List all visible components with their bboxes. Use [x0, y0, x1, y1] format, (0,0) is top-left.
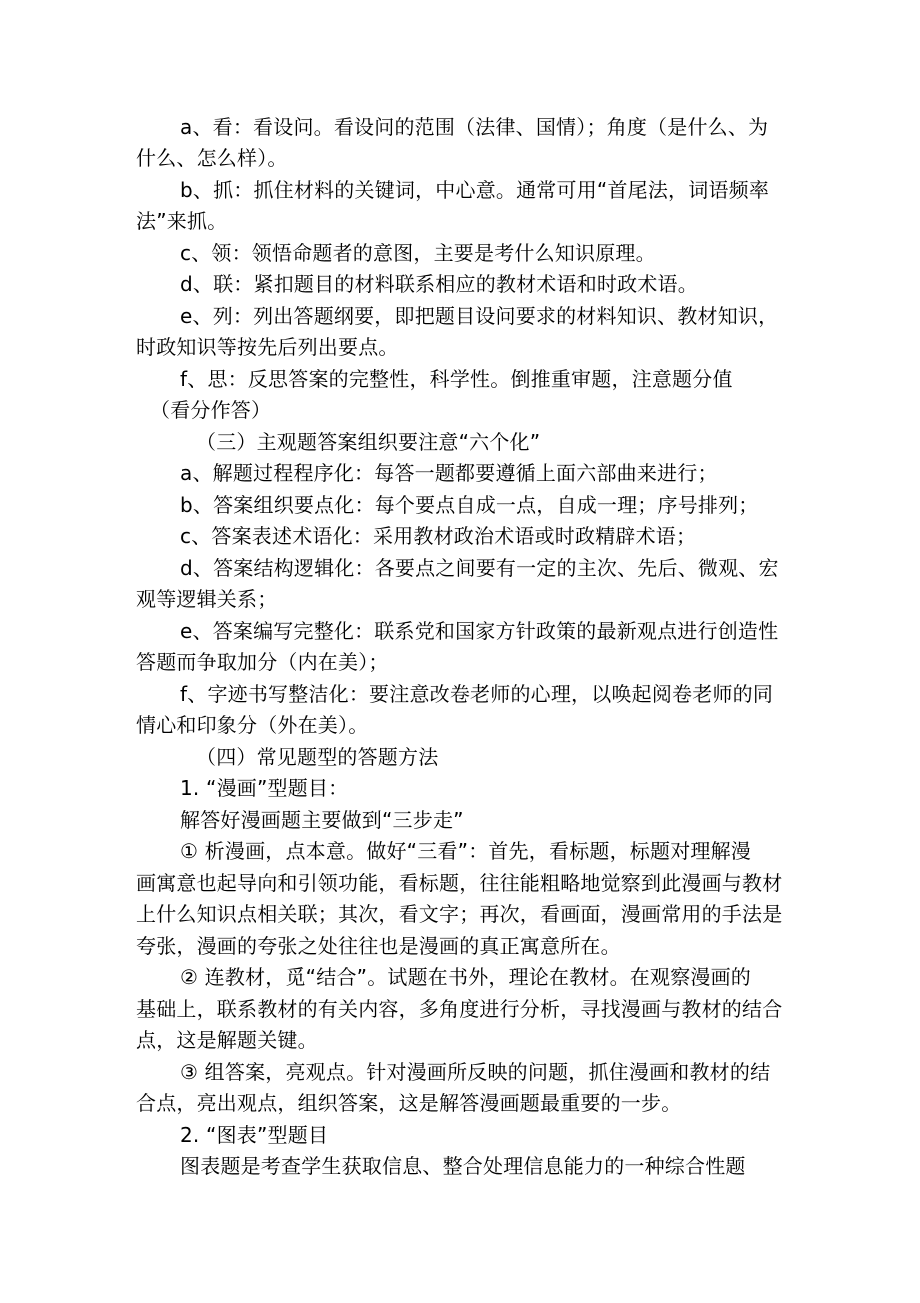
- text-line: 什么、怎么样）。: [136, 146, 288, 170]
- subsection-heading: 1. “漫画”型题目：: [180, 776, 349, 800]
- text-line: 基础上，联系教材的有关内容，多角度进行分析，寻找漫画与教材的结合: [136, 997, 783, 1021]
- text-line: 时政知识等按先后列出要点。: [136, 335, 399, 359]
- text-line: a、解题过程程序化：每答一题都要遵循上面六部曲来进行；: [180, 461, 718, 485]
- text-line: b、答案组织要点化：每个要点自成一点，自成一理；序号排列；: [180, 493, 759, 517]
- text-line: b、抓：抓住材料的关键词，中心意。通常可用“首尾法，词语频率: [180, 178, 770, 202]
- text-line: f、思：反思答案的完整性，科学性。倒推重审题，注意题分值: [180, 367, 733, 391]
- text-line: ② 连教材，觅“结合”。试题在书外，理论在教材。在观察漫画的: [180, 965, 752, 989]
- text-line: e、列：列出答题纲要，即把题目设问要求的材料知识、教材知识，: [180, 304, 779, 328]
- text-line: 上什么知识点相关联；其次，看文字；再次，看画面，漫画常用的手法是: [136, 902, 783, 926]
- section-heading: （三）主观题答案组织要注意“六个化”: [196, 430, 541, 454]
- text-line: 解答好漫画题主要做到“三步走”: [180, 808, 464, 832]
- text-line: e、答案编写完整化：联系党和国家方针政策的最新观点进行创造性: [180, 619, 779, 643]
- text-line: 答题而争取加分（内在美）；: [136, 650, 389, 674]
- text-line: f、字迹书写整洁化：要注意改卷老师的心理，以唤起阅卷老师的同: [180, 682, 774, 706]
- text-line: ① 析漫画，点本意。做好“三看”：首先，看标题，标题对理解漫: [180, 839, 752, 863]
- text-line: ③ 组答案，亮观点。针对漫画所反映的问题，抓住漫画和教材的结: [180, 1060, 771, 1084]
- section-heading: （四）常见题型的答题方法: [196, 745, 439, 769]
- text-line: 夸张，漫画的夸张之处往往也是漫画的真正寓意所在。: [136, 934, 621, 958]
- text-line: 观等逻辑关系；: [136, 587, 278, 611]
- text-line: c、答案表述术语化：采用教材政治术语或时政精辟术语；: [180, 524, 697, 548]
- text-line: 法”来抓。: [136, 209, 228, 233]
- text-line: 图表题是考查学生获取信息、整合处理信息能力的一种综合性题: [180, 1154, 746, 1178]
- text-line: d、联：紧扣题目的材料联系相应的教材术语和时政术语。: [180, 272, 698, 296]
- text-line: a、看：看设问。看设问的范围（法律、国情）；角度（是什么、为: [180, 115, 769, 139]
- text-line: c、领：领悟命题者的意图，主要是考什么知识原理。: [180, 241, 656, 265]
- text-line: d、答案结构逻辑化：各要点之间要有一定的主次、先后、微观、宏: [180, 556, 779, 580]
- text-line: 点，这是解题关键。: [136, 1028, 318, 1052]
- text-line: （看分作答）: [150, 398, 272, 422]
- text-line: 合点，亮出观点，组织答案，这是解答漫画题最重要的一步。: [136, 1091, 682, 1115]
- subsection-heading: 2. “图表”型题目: [180, 1123, 329, 1147]
- text-line: 画寓意也起导向和引领功能，看标题，往往能粗略地觉察到此漫画与教材: [136, 871, 783, 895]
- text-line: 情心和印象分（外在美）。: [136, 713, 369, 737]
